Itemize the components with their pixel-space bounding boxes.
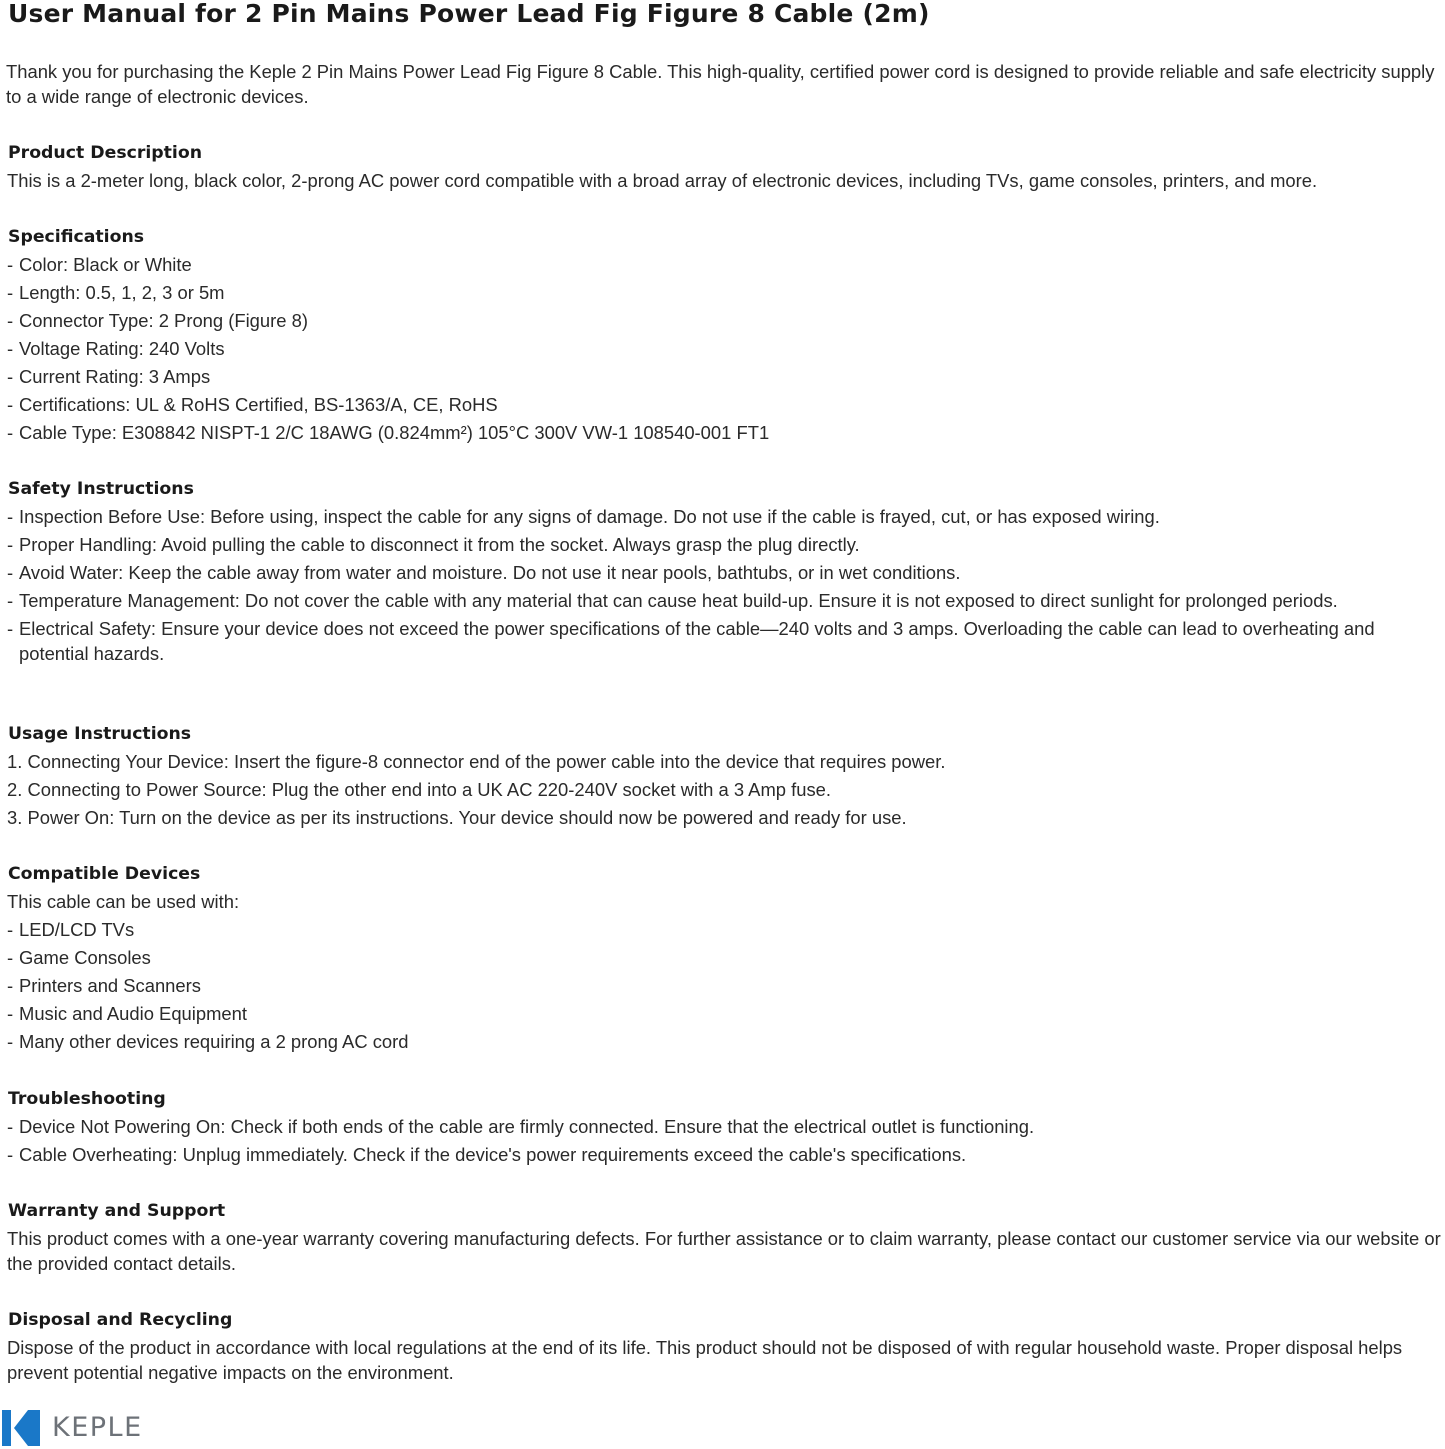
section-text: This is a 2-meter long, black color, 2-prong AC power cord compatible with a broad array of electronic devices, including TVs, game consoles, printers, and more. xyxy=(7,170,1318,191)
list-item: - Electrical Safety: Ensure your device does not exceed the power specifications of the cable—240 volts and 3 amps. Overloading the cable can lead to overheating and potential hazards. xyxy=(7,618,1375,664)
list-item: - Voltage Rating: 240 Volts xyxy=(7,338,225,359)
section-heading: Usage Instructions xyxy=(8,724,192,744)
section-compatible-devices xyxy=(7,862,1443,1058)
section-product-description xyxy=(7,141,1443,194)
list-item: 1. Connecting Your Device: Insert the figure-8 connector end of the power cable into the device that requires power. xyxy=(7,751,946,772)
list-item: - Cable Overheating: Unplug immediately. Check if the device's power requirements exceed the cable's specifications. xyxy=(7,1144,967,1165)
list-item: - Length: 0.5, 1, 2, 3 or 5m xyxy=(7,282,225,303)
list-item: 2. Connecting to Power Source: Plug the other end into a UK AC 220-240V socket with a 3 Amp fuse. xyxy=(7,779,831,800)
safety-list xyxy=(7,505,1443,666)
section-heading: Warranty and Support xyxy=(8,1201,226,1221)
list-item: - Avoid Water: Keep the cable away from water and moisture. Do not use it near pools, bathtubs, or in wet conditions. xyxy=(7,562,961,583)
section-warranty xyxy=(7,1199,1443,1276)
list-item: - Connector Type: 2 Prong (Figure 8) xyxy=(7,310,308,331)
section-heading: Product Description xyxy=(8,143,203,163)
list-item: - Music and Audio Equipment xyxy=(7,1003,247,1024)
list-item: - Many other devices requiring a 2 prong AC cord xyxy=(7,1031,409,1052)
page-title: User Manual for 2 Pin Mains Power Lead Fig Figure 8 Cable (2m) xyxy=(8,0,930,28)
spec-list xyxy=(7,253,1443,446)
list-item: - Temperature Management: Do not cover the cable with any material that can cause heat build-up. Ensure it is not exposed to direct sunlight for prolonged periods. xyxy=(7,590,1338,611)
keple-logo xyxy=(2,1408,143,1448)
section-heading: Disposal and Recycling xyxy=(8,1310,233,1330)
list-item: - Printers and Scanners xyxy=(7,975,201,996)
intro-paragraph: Thank you for purchasing the Keple 2 Pin Mains Power Lead Fig Figure 8 Cable. This high-quality, certified power cord is designed to provide reliable and safe electricity supply to a wide range of electronic devices. xyxy=(6,61,1435,107)
section-text: Dispose of the product in accordance with local regulations at the end of its life. This product should not be disposed of with regular household waste. Proper disposal helps prevent potential negative impacts on the environment. xyxy=(7,1337,1403,1383)
list-item: - Device Not Powering On: Check if both ends of the cable are firmly connected. Ensure that the electrical outlet is functioning. xyxy=(7,1116,1035,1137)
section-disposal xyxy=(7,1308,1443,1385)
section-usage xyxy=(7,722,1443,834)
list-item: - Certifications: UL & RoHS Certified, BS-1363/A, CE, RoHS xyxy=(7,394,498,415)
section-heading: Compatible Devices xyxy=(8,864,201,884)
section-specifications xyxy=(7,225,1443,449)
section-heading: Safety Instructions xyxy=(8,479,194,499)
section-text: This product comes with a one-year warranty covering manufacturing defects. For further assistance or to claim warranty, please contact our customer service via our website or the provided contact details. xyxy=(7,1228,1441,1274)
list-item: 3. Power On: Turn on the device as per its instructions. Your device should now be powered and ready for use. xyxy=(7,807,907,828)
section-safety xyxy=(7,477,1443,670)
section-text: This cable can be used with: xyxy=(7,891,240,912)
section-heading: Troubleshooting xyxy=(8,1089,166,1109)
list-item: - LED/LCD TVs xyxy=(7,919,135,940)
list-item: - Color: Black or White xyxy=(7,254,192,275)
keple-logo-icon xyxy=(2,1408,40,1448)
troubleshooting-list xyxy=(7,1115,1443,1168)
list-item: - Inspection Before Use: Before using, inspect the cable for any signs of damage. Do not use if the cable is frayed, cut, or has exposed wiring. xyxy=(7,506,1160,527)
list-item: - Current Rating: 3 Amps xyxy=(7,366,211,387)
usage-list xyxy=(7,750,1443,831)
list-item: - Proper Handling: Avoid pulling the cable to disconnect it from the socket. Always grasp the plug directly. xyxy=(7,534,860,555)
list-item: - Cable Type: E308842 NISPT-1 2/C 18AWG (0.824mm²) 105°C 300V VW-1 108540-001 FT1 xyxy=(7,422,770,443)
list-item: - Game Consoles xyxy=(7,947,151,968)
logo-wordmark: KEPLE xyxy=(52,1412,143,1443)
section-heading: Specifications xyxy=(8,227,145,247)
section-troubleshooting xyxy=(7,1087,1443,1171)
compatible-list xyxy=(7,918,1443,1055)
